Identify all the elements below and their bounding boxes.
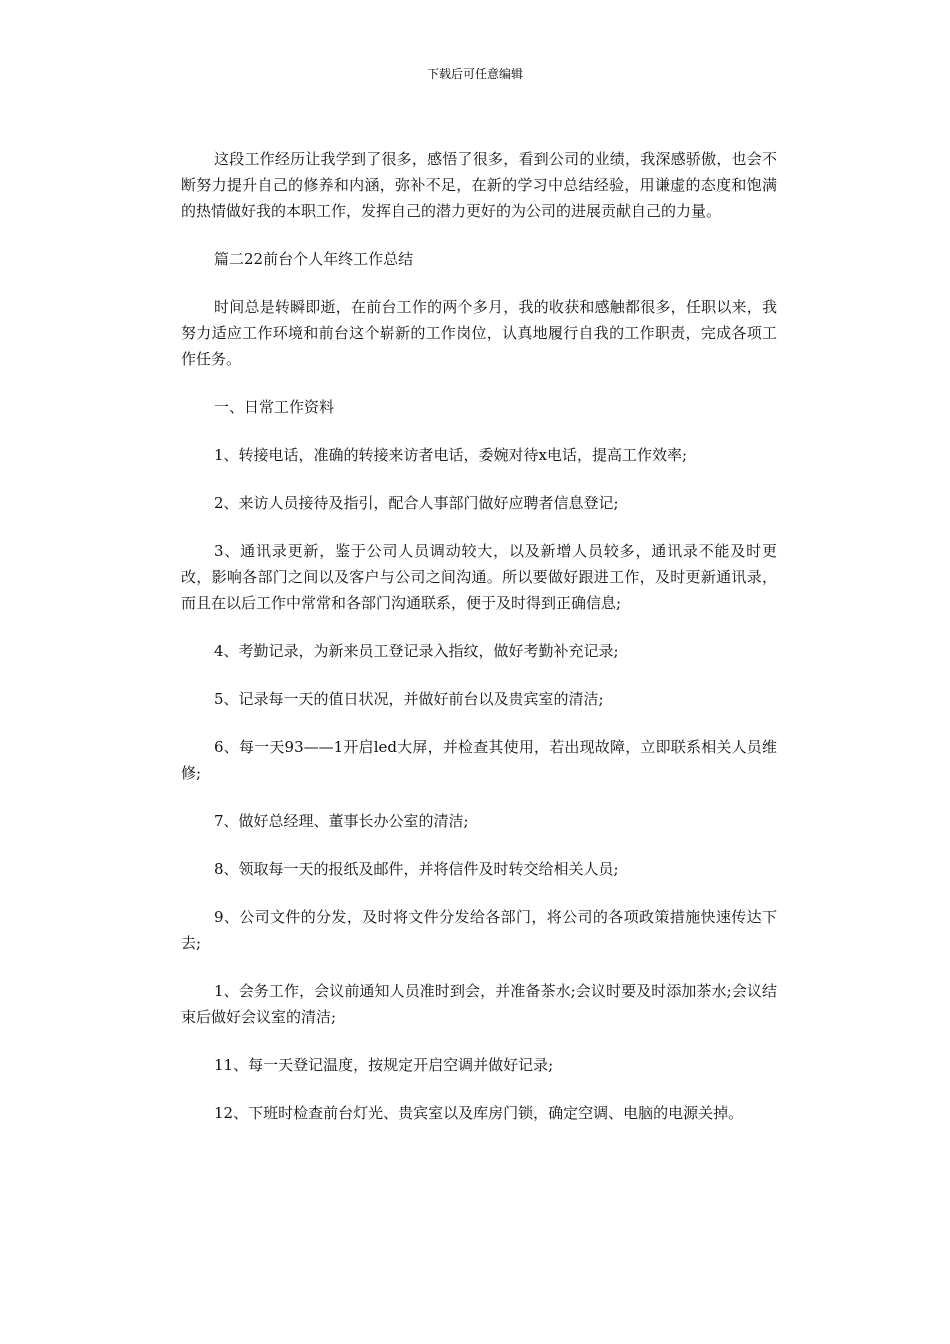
list-item: 3、通讯录更新，鉴于公司人员调动较大，以及新增人员较多，通讯录不能及时更改，影响各部门之间以及客户与公司之间沟通。所以要做好跟进工作，及时更新通讯录，而且在以后工作中常常和各部门沟通联系，便于及时得到正确信息; (181, 542, 777, 612)
document-body (181, 146, 777, 1148)
list-item: 5、记录每一天的值日状况，并做好前台以及贵宾室的清洁; (214, 690, 604, 708)
paragraph-intro: 这段工作经历让我学到了很多，感悟了很多，看到公司的业绩，我深感骄傲，也会不断努力提升自己的修养和内涵，弥补不足，在新的学习中总结经验，用谦虚的态度和饱满的热情做好我的本职工作，发挥自己的潜力更好的为公司的进展贡献自己的力量。 (181, 150, 777, 220)
section-title: 篇二22前台个人年终工作总结 (214, 250, 414, 268)
list-item: 4、考勤记录，为新来员工登记录入指纹，做好考勤补充记录; (214, 642, 619, 660)
list-item: 8、领取每一天的报纸及邮件，并将信件及时转交给相关人员; (214, 860, 619, 878)
section-heading-daily-work: 一、日常工作资料 (214, 398, 335, 416)
list-item: 11、每一天登记温度，按规定开启空调并做好记录; (214, 1056, 554, 1074)
list-item: 2、来访人员接待及指引，配合人事部门做好应聘者信息登记; (214, 494, 619, 512)
list-item: 6、每一天93——1开启led大屏，并检查其使用，若出现故障，立即联系相关人员维修; (181, 738, 777, 782)
paragraph-summary: 时间总是转瞬即逝，在前台工作的两个多月，我的收获和感触都很多，任职以来，我努力适应工作环境和前台这个崭新的工作岗位，认真地履行自我的工作职责，完成各项工作任务。 (181, 298, 777, 368)
list-item: 12、下班时检查前台灯光、贵宾室以及库房门锁，确定空调、电脑的电源关掉。 (214, 1104, 744, 1122)
list-item: 9、公司文件的分发，及时将文件分发给各部门，将公司的各项政策措施快速传达下去; (181, 908, 777, 952)
list-item: 1、转接电话，准确的转接来访者电话，委婉对待x电话，提高工作效率; (214, 446, 688, 464)
list-item: 7、做好总经理、董事长办公室的清洁; (214, 812, 469, 830)
page-header: 下载后可任意编辑 (426, 67, 523, 81)
list-item: 1、会务工作，会议前通知人员准时到会，并准备茶水;会议时要及时添加茶水;会议结束后做好会议室的清洁; (181, 982, 777, 1026)
